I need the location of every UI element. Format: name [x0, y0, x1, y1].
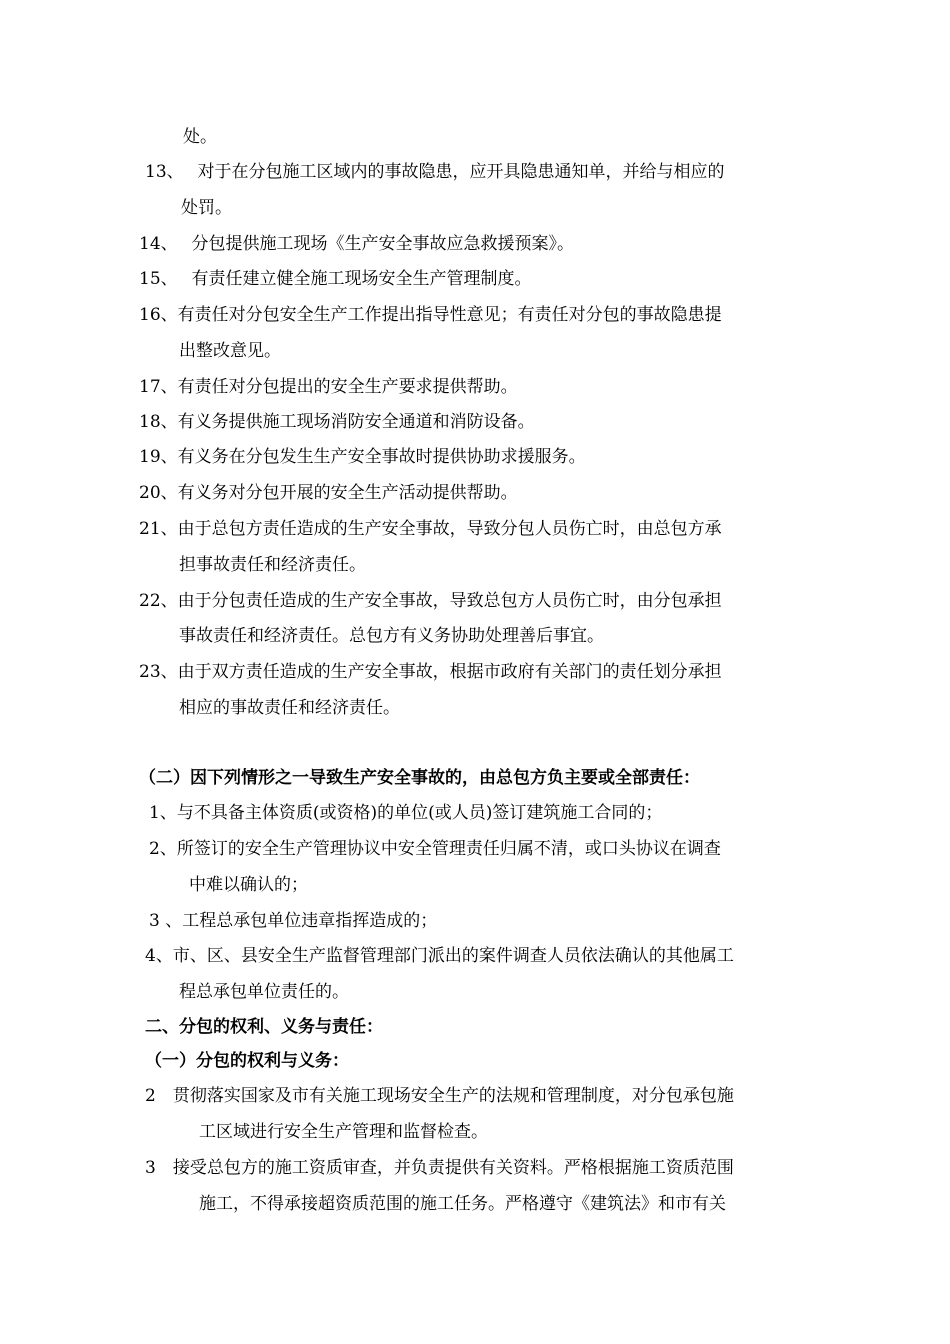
case-4-cont: 程总承包单位责任的。: [179, 982, 349, 1002]
case-2: 2、所签订的安全生产管理协议中安全管理责任归属不清，或口头协议在调查: [149, 839, 721, 859]
line-1: 处。: [183, 127, 217, 147]
item-21: 21、由于总包方责任造成的生产安全事故，导致分包人员伤亡时，由总包方承: [139, 519, 722, 539]
item-22-cont: 事故责任和经济责任。总包方有义务协助处理善后事宜。: [179, 626, 604, 646]
item-23-cont: 相应的事故责任和经济责任。: [179, 698, 400, 718]
subsection-heading: （一）分包的权利与义务：: [145, 1051, 349, 1071]
chapter-heading: 二、分包的权利、义务与责任：: [145, 1017, 383, 1037]
item-21-cont: 担事故责任和经济责任。: [179, 555, 366, 575]
case-4: 4、市、区、县安全生产监督管理部门派出的案件调查人员依法确认的其他属工: [145, 946, 734, 966]
case-2-cont: 中难以确认的；: [189, 875, 308, 895]
item-22: 22、由于分包责任造成的生产安全事故，导致总包方人员伤亡时，由分包承担: [139, 591, 722, 611]
item-13-cont: 处罚。: [181, 198, 232, 218]
sub-item-2: 2 贯彻落实国家及市有关施工现场安全生产的法规和管理制度，对分包承包施: [145, 1086, 734, 1106]
item-13: 13、 对于在分包施工区域内的事故隐患，应开具隐患通知单，并给与相应的: [145, 162, 725, 182]
sub-item-3-cont: 施工，不得承接超资质范围的施工任务。严格遵守《建筑法》和市有关: [199, 1194, 726, 1214]
item-23: 23、由于双方责任造成的生产安全事故，根据市政府有关部门的责任划分承担: [139, 662, 722, 682]
item-16: 16、有责任对分包安全生产工作提出指导性意见；有责任对分包的事故隐患提: [139, 305, 722, 325]
sub-item-3: 3 接受总包方的施工资质审查，并负责提供有关资料。严格根据施工资质范围: [145, 1158, 734, 1178]
item-15: 15、 有责任建立健全施工现场安全生产管理制度。: [139, 269, 532, 289]
item-20: 20、有义务对分包开展的安全生产活动提供帮助。: [139, 483, 518, 503]
section-heading-2: （二）因下列情形之一导致生产安全事故的，由总包方负主要或全部责任：: [139, 768, 700, 788]
item-18: 18、有义务提供施工现场消防安全通道和消防设备。: [139, 412, 535, 432]
sub-item-2-cont: 工区域进行安全生产管理和监督检查。: [199, 1122, 488, 1142]
item-17: 17、有责任对分包提出的安全生产要求提供帮助。: [139, 377, 518, 397]
item-14: 14、 分包提供施工现场《生产安全事故应急救援预案》。: [139, 234, 575, 254]
case-3: 3 、工程总承包单位违章指挥造成的；: [149, 911, 438, 931]
item-16-cont: 出整改意见。: [179, 341, 281, 361]
case-1: 1、与不具备主体资质(或资格)的单位(或人员)签订建筑施工合同的；: [149, 803, 663, 823]
item-19: 19、有义务在分包发生生产安全事故时提供协助求援服务。: [139, 447, 586, 467]
